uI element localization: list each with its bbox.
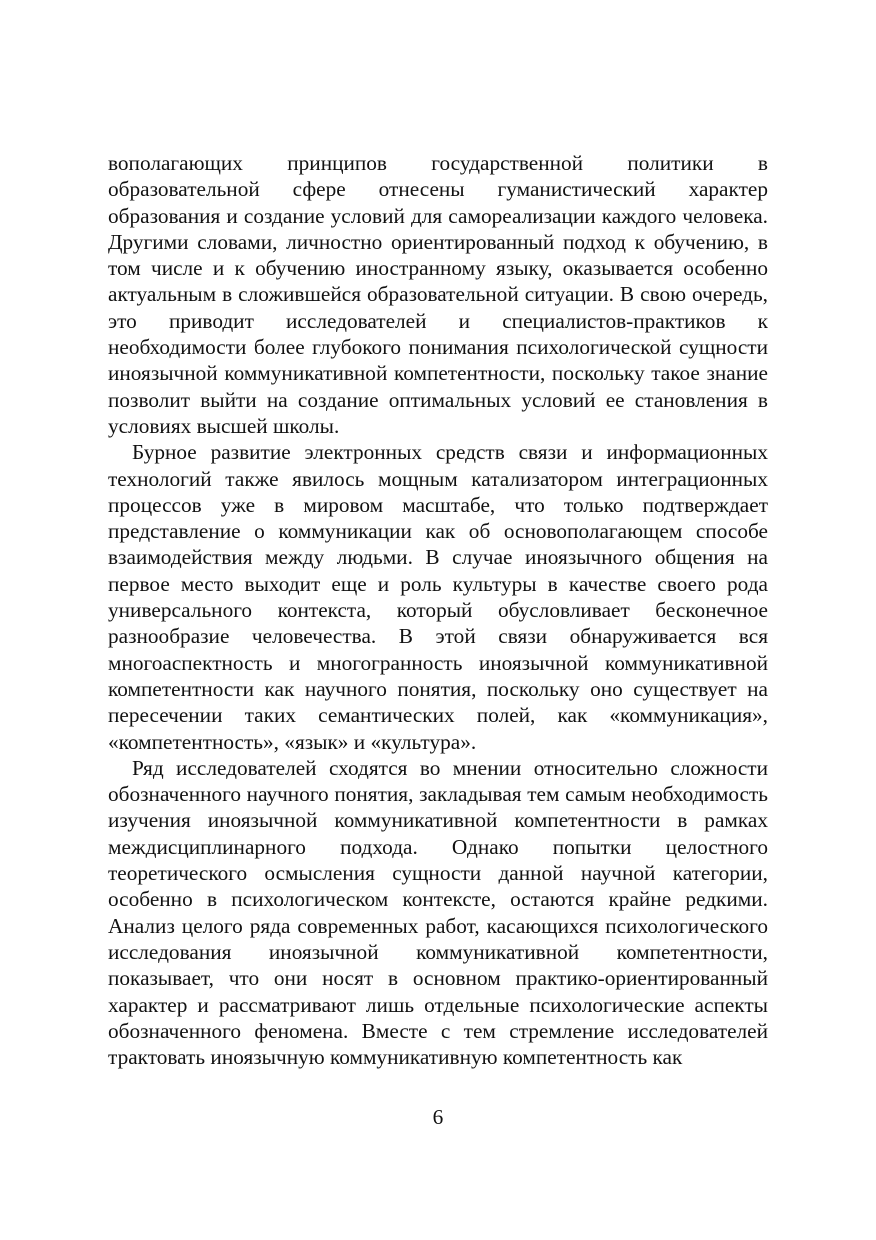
page-body — [108, 150, 768, 1070]
page-number: 6 — [432, 1105, 444, 1129]
paragraph-electronic-communication: Бурное развитие электронных средств связи и информационных технологий также явилось мощным катализатором интеграционных процессов уже в мировом масштабе, что только подтверждает представление о коммуникации как об основополагающем способе взаимодействия между людьми. В случае иноязычного общения на первое место выходит еще и роль культуры в качестве своего рода универсального контекста, который обусловливает бесконечное разнообразие человечества. В этой связи обнаруживается вся многоаспектность и многогранность иноязычной коммуникативной компетентности как научного понятия, поскольку оно существует на пересечении таких семантических полей, как «коммуникация», «компетентность», «язык» и «культура». — [108, 440, 768, 754]
paragraph-researchers-opinion: Ряд исследователей сходятся во мнении относительно сложности обозначенного научного понятия, закладывая тем самым необходимость изучения иноязычной коммуникативной компетентности в рамках междисциплинарного подхода. Однако попытки целостного теоретического осмысления сущности данной научной категории, особенно в психологическом контексте, остаются крайне редкими. Анализ целого ряда современных работ, касающихся психологического исследования иноязычной коммуникативной компетентности, показывает, что они носят в основном практико-ориентированный характер и рассматривают лишь отдельные психологические аспекты обозначенного феномена. Вместе с тем стремление исследователей трактовать иноязычную коммуникативную компетентность как — [108, 755, 768, 1070]
paragraph-continuation: вополагающих принципов государственной политики в образовательной сфере отнесены гуманистический характер образования и создание условий для самореализации каждого человека. Другими словами, личностно ориентированный подход к обучению, в том числе и к обучению иностранному языку, оказывается особенно актуальным в сложившейся образовательной ситуации. В свою очередь, это приводит исследователей и специалистов-практиков к необходимости более глубокого понимания психологической сущности иноязычной коммуникативной компетентности, поскольку такое знание позволит выйти на создание оптимальных условий ее становления в условиях высшей школы. — [108, 151, 768, 438]
